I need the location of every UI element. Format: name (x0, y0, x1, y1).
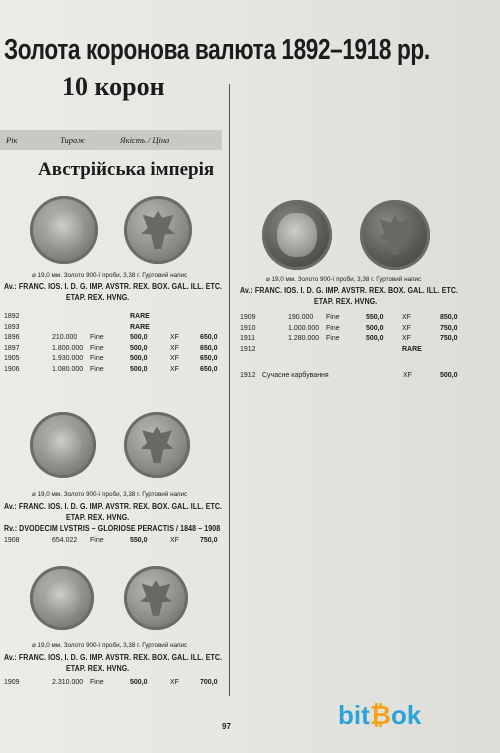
coin-obverse-image (30, 196, 98, 264)
table-row (0, 334, 222, 344)
table-row (0, 355, 222, 365)
row-price2: 650,0 (200, 344, 218, 352)
row-quality: Fine (326, 314, 340, 321)
coin-spec: ⌀ 19,0 мм. Золото 900-ї проби, 3,38 г. Гуртовий напис (32, 272, 188, 279)
row-year: 1905 (4, 355, 20, 362)
row-price: 500,0 (130, 679, 148, 686)
table-row (0, 324, 222, 334)
logo-coin-mark: ₿ (369, 700, 391, 730)
row-mintage: Сучасне карбування (262, 372, 329, 379)
obverse-legend: Av.: FRANC. IOS. I. D. G. IMP. AVSTR. REX. BOX. GAL. ILL. ETC. (4, 282, 223, 291)
table-row (0, 537, 222, 547)
table-row (0, 366, 222, 376)
row-grade: XF (170, 679, 179, 686)
coin-obverse-image (262, 200, 332, 270)
reverse-legend: Rv.: DVODECIM LVSTRIS – GLORIOSE PERACTIS / 1848 – 1908 (4, 524, 221, 533)
column-divider (229, 84, 230, 696)
table-row (240, 335, 470, 345)
obverse-legend: Av.: FRANC. IOS. I. D. G. IMP. AVSTR. REX. BOX. GAL. ILL. ETC. (4, 653, 223, 662)
table-row (0, 313, 222, 323)
row-year: 1909 (4, 679, 20, 686)
row-price: RARE (130, 323, 150, 331)
row-year: 1906 (4, 365, 20, 373)
row-price: RARE (130, 313, 150, 320)
row-price: 500,0 (130, 365, 148, 373)
row-price: 500,0 (366, 335, 384, 342)
row-quality: Fine (90, 679, 104, 686)
section-title: Австрійська імперія (38, 159, 215, 180)
coin-reverse-image (360, 200, 430, 270)
row-quality: Fine (326, 324, 340, 332)
coin-reverse-image (124, 196, 192, 264)
row-year: 1912 (240, 372, 256, 379)
row-quality: Fine (90, 537, 104, 544)
row-mintage: 1.000.000 (288, 324, 320, 332)
row-mintage: 1.930.000 (52, 355, 84, 362)
obverse-legend-cont: ETAP. REX. HVNG. (66, 293, 130, 302)
row-year: 1909 (240, 314, 256, 321)
logo-text-2: ok (390, 700, 422, 730)
row-price2: 650,0 (200, 355, 218, 362)
coin-obverse-image (30, 566, 94, 630)
header-year: Рік (6, 135, 18, 145)
coin-spec: ⌀ 19,0 мм. Золото 900-ї проби, 3,38 г. Гуртовий напис (266, 276, 422, 283)
coin-obverse-image (30, 412, 96, 478)
obverse-legend: Av.: FRANC. IOS. I. D. G. IMP. AVSTR. REX. BOX. GAL. ILL. ETC. (240, 286, 459, 295)
row-year: 1892 (4, 313, 20, 320)
obverse-legend-cont: ETAP. REX. HVNG. (66, 513, 130, 522)
row-grade: XF (402, 335, 411, 342)
header-quality-price: Якість / Ціна (120, 135, 170, 145)
row-quality: Fine (326, 335, 340, 342)
row-grade: XF (170, 334, 179, 341)
row-year: 1893 (4, 323, 20, 331)
row-quality: Fine (90, 365, 104, 373)
row-mintage: 190.000 (288, 314, 314, 321)
row-grade: XF (402, 314, 411, 321)
row-grade: XF (170, 537, 179, 544)
row-price2: 750,0 (440, 335, 458, 342)
coin-reverse-image (124, 412, 190, 478)
row-mintage: 1.800.000 (52, 344, 84, 352)
row-price2: 650,0 (200, 334, 218, 341)
row-grade: RARE (402, 345, 422, 353)
table-row (240, 372, 470, 382)
page-title: Золота коронова валюта 1892–1918 рр. (4, 34, 430, 66)
row-year: 1910 (240, 324, 256, 332)
row-price: 500,0 (440, 372, 458, 379)
row-mintage: 2.310.000 (52, 679, 84, 686)
row-grade: XF (403, 372, 412, 379)
row-price: 550,0 (130, 537, 148, 544)
row-grade: XF (170, 344, 179, 352)
table-header (0, 130, 222, 150)
row-price2: 700,0 (200, 679, 218, 686)
row-year: 1912 (240, 345, 256, 353)
row-mintage: 1.080.000 (52, 365, 84, 373)
row-quality: Fine (90, 334, 104, 341)
row-price: 500,0 (366, 324, 384, 332)
row-price2: 650,0 (200, 365, 218, 373)
table-row (0, 345, 222, 355)
table-row (240, 325, 470, 335)
watermark-logo (338, 700, 421, 731)
table-row (0, 679, 222, 689)
logo-text: bit (338, 700, 370, 730)
obverse-legend-cont: ETAP. REX. HVNG. (314, 297, 378, 306)
table-row (240, 346, 470, 356)
coin-spec: ⌀ 19,0 мм. Золото 900-ї проби, 3,38 г. Гуртовий напис (32, 491, 188, 498)
header-mintage: Тираж (60, 135, 86, 145)
row-grade: XF (170, 355, 179, 362)
row-mintage: 210.000 (52, 334, 78, 341)
row-mintage: 1.280.000 (288, 335, 320, 342)
coin-spec: ⌀ 19,0 мм. Золото 900-ї проби, 3,38 г. Гуртовий напис (32, 642, 188, 649)
row-year: 1897 (4, 344, 20, 352)
row-price2: 750,0 (200, 537, 218, 544)
obverse-legend: Av.: FRANC. IOS. I. D. G. IMP. AVSTR. REX. BOX. GAL. ILL. ETC. (4, 502, 223, 511)
row-price: 500,0 (130, 355, 148, 362)
row-price2: 750,0 (440, 324, 458, 332)
row-price2: 850,0 (440, 314, 458, 321)
table-row (240, 314, 470, 324)
row-quality: Fine (90, 344, 104, 352)
row-price: 500,0 (130, 344, 148, 352)
page-subtitle: 10 корон (62, 72, 165, 101)
row-mintage: 654.022 (52, 537, 78, 544)
row-year: 1908 (4, 537, 20, 544)
row-grade: XF (170, 365, 179, 373)
page-number: 97 (222, 722, 231, 731)
row-quality: Fine (90, 355, 104, 362)
row-year: 1911 (240, 335, 256, 342)
row-year: 1896 (4, 334, 20, 341)
row-grade: XF (402, 324, 411, 332)
row-price: 550,0 (366, 314, 384, 321)
row-price: 500,0 (130, 334, 148, 341)
obverse-legend-cont: ETAP. REX. HVNG. (66, 664, 130, 673)
coin-reverse-image (124, 566, 188, 630)
